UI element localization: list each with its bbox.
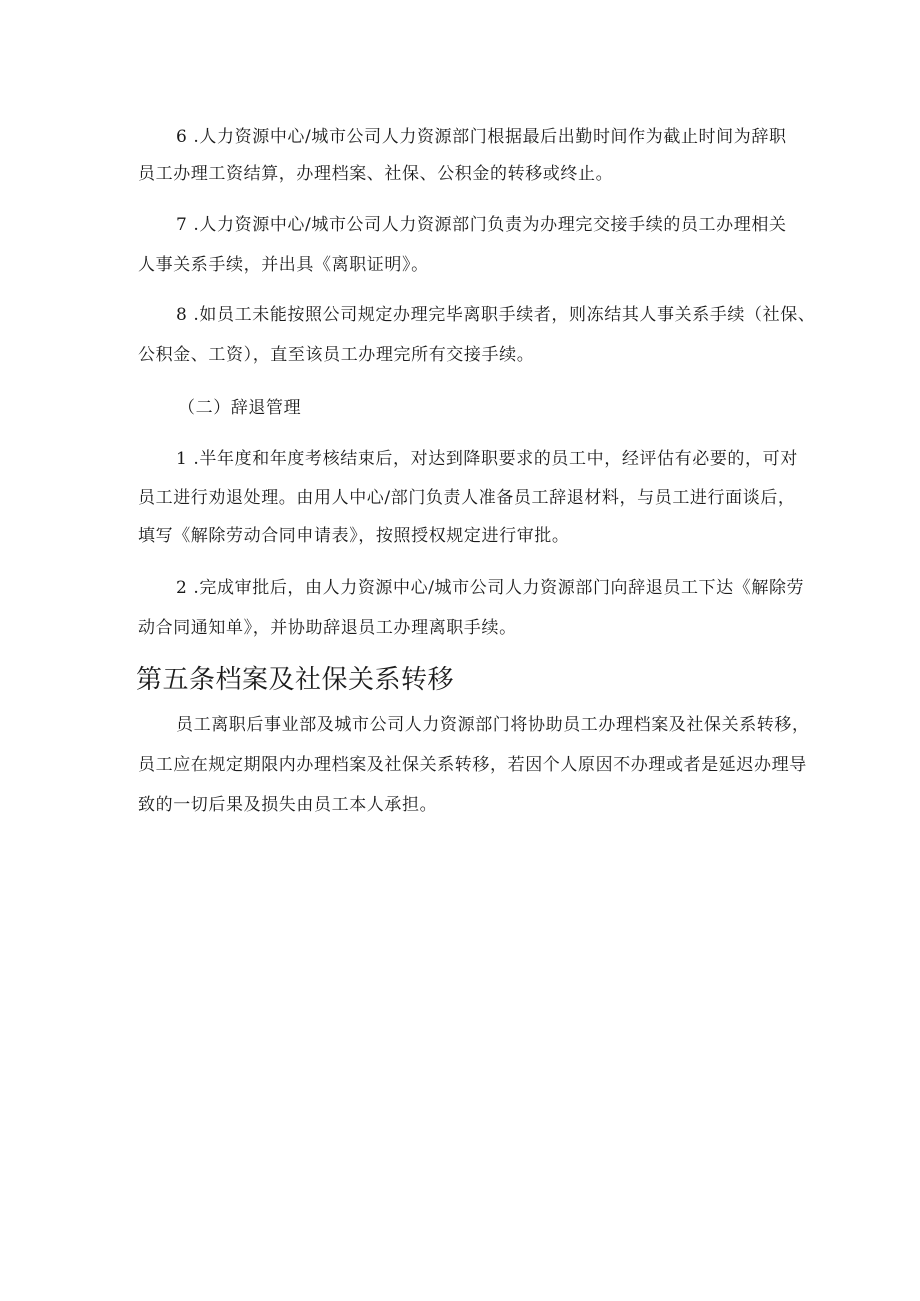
article-5-heading: 第五条档案及社保关系转移 [136, 665, 455, 695]
item-6-line-1: 6 .人力资源中心/城市公司人力资源部门根据最后出勤时间作为截止时间为辞职 [176, 127, 787, 147]
item-6-line-2: 员工办理工资结算，办理档案、社保、公积金的转移或终止。 [138, 164, 614, 184]
subsection-title: （二）辞退管理 [178, 398, 302, 418]
article-5-paragraph-line-3: 致的一切后果及损失由员工本人承担。 [138, 795, 438, 815]
item-8-line-2: 公积金、工资），直至该员工办理完所有交接手续。 [138, 345, 535, 365]
article-5-paragraph-line-2: 员工应在规定期限内办理档案及社保关系转移，若因个人原因不办理或者是延迟办理导 [138, 755, 807, 775]
article-5-paragraph-line-1: 员工离职后事业部及城市公司人力资源部门将协助员工办理档案及社保关系转移， [176, 715, 810, 735]
dismissal-item-1-line-3: 填写《解除劳动合同申请表》，按照授权规定进行审批。 [138, 526, 570, 546]
dismissal-item-2-line-2: 动合同通知单》，并协助辞退员工办理离职手续。 [138, 618, 517, 638]
item-8-line-1: 8 .如员工未能按照公司规定办理完毕离职手续者，则冻结其人事关系手续（社保、 [176, 305, 816, 325]
dismissal-item-2-line-1: 2 .完成审批后，由人力资源中心/城市公司人力资源部门向辞退员工下达《解除劳 [176, 578, 805, 598]
item-7-line-1: 7 .人力资源中心/城市公司人力资源部门负责为办理完交接手续的员工办理相关 [176, 215, 787, 235]
item-7-line-2: 人事关系手续，并出具《离职证明》。 [138, 255, 429, 275]
dismissal-item-1-line-2: 员工进行劝退处理。由用人中心/部门负责人准备员工辞退材料，与员工进行面谈后， [138, 488, 796, 508]
dismissal-item-1-line-1: 1 .半年度和年度考核结束后，对达到降职要求的员工中，经评估有必要的，可对 [176, 449, 798, 469]
